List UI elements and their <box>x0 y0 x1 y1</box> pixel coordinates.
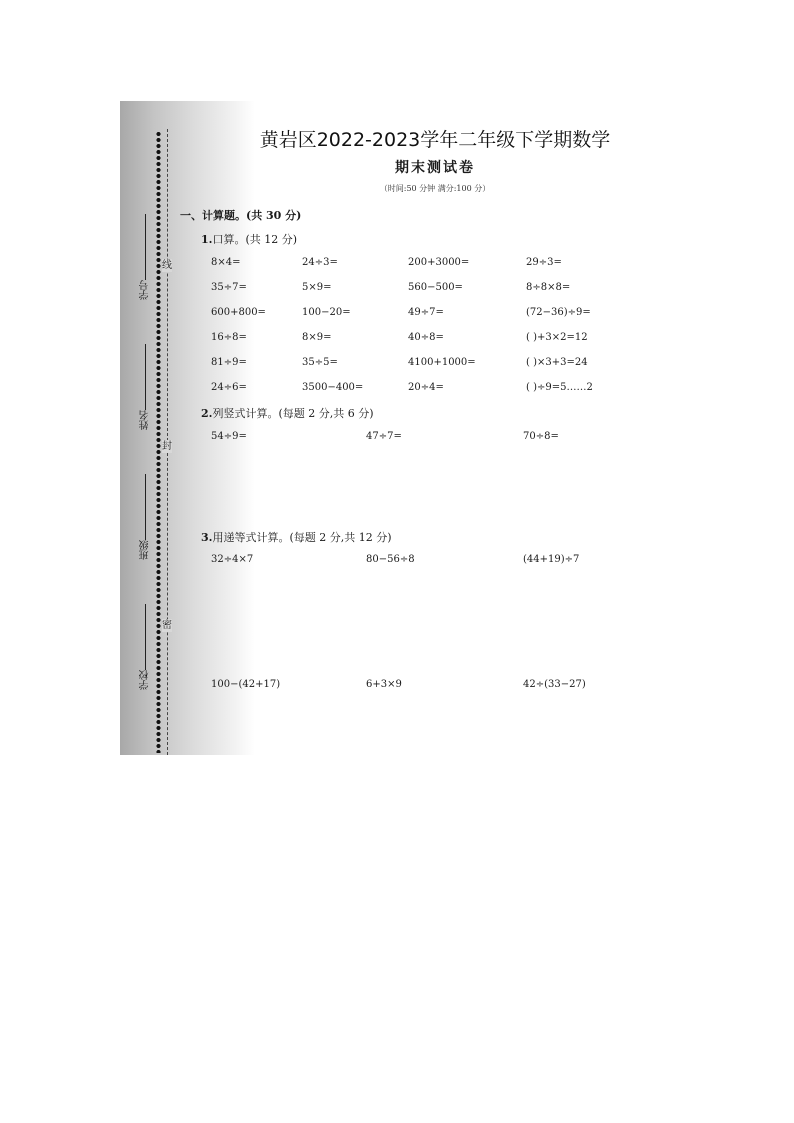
q1-item: 40÷8= <box>408 332 444 343</box>
q1-item: 24÷3= <box>302 257 338 268</box>
q1-number: 1. <box>201 233 213 246</box>
q1-item: 8×4= <box>211 257 241 268</box>
q1-item: 600+800= <box>211 307 266 318</box>
student-number-label: 学号 <box>140 280 151 300</box>
school-label: 学校 <box>140 670 151 690</box>
q2-number: 2. <box>201 407 213 420</box>
student-name-label: 姓名 <box>140 410 151 430</box>
exam-sheet <box>120 101 680 755</box>
q1-fill-blank[interactable]: ( )+3×2=12 <box>526 332 588 343</box>
q3-item: 32÷4×7 <box>211 554 254 565</box>
exam-title: 黄岩区2022-2023学年二年级下学期数学 <box>259 129 611 151</box>
q1-item: 35÷7= <box>211 282 247 293</box>
q1-item: 8×9= <box>302 332 332 343</box>
class-label: 班级 <box>140 540 151 560</box>
q1-item: 24÷6= <box>211 382 247 393</box>
q3-item: (44+19)÷7 <box>523 554 580 565</box>
q3-item: 100−(42+17) <box>211 679 281 690</box>
q2-item: 70÷8= <box>523 431 559 442</box>
q1-fill-blank[interactable]: ( )÷9=5……2 <box>526 382 593 393</box>
q3-item: 6+3×9 <box>366 679 402 690</box>
student-number-field[interactable] <box>138 211 153 300</box>
q1-item: (72−36)÷9= <box>526 307 591 318</box>
q1-label: 口算。(共 12 分) <box>212 233 298 246</box>
school-field[interactable] <box>138 601 153 690</box>
q1-item: 200+3000= <box>408 257 470 268</box>
q1-item: 100−20= <box>302 307 351 318</box>
student-name-line <box>145 344 146 410</box>
q1-item: 20÷4= <box>408 382 444 393</box>
class-field[interactable] <box>138 471 153 560</box>
school-line <box>145 604 146 670</box>
class-line <box>145 474 146 540</box>
cut-mark-feng: 封 <box>162 441 172 452</box>
q1-heading <box>201 231 297 247</box>
q1-item: 35÷5= <box>302 357 338 368</box>
student-number-line <box>145 214 146 280</box>
binding-margin <box>120 101 255 755</box>
cut-mark-xian: 线 <box>162 260 172 271</box>
q2-heading <box>201 405 374 421</box>
q3-item: 80−56÷8 <box>366 554 415 565</box>
q1-item: 3500−400= <box>302 382 364 393</box>
q2-item: 54÷9= <box>211 431 247 442</box>
exam-time-score-note: （时间:50 分钟 满分:100 分） <box>379 184 491 193</box>
student-name-field[interactable] <box>138 341 153 430</box>
q1-fill-blank[interactable]: ( )×3+3=24 <box>526 357 588 368</box>
q1-item: 4100+1000= <box>408 357 476 368</box>
q3-label: 用递等式计算。(每题 2 分,共 12 分) <box>212 531 392 544</box>
q1-item: 49÷7= <box>408 307 444 318</box>
binding-dot-line <box>156 131 161 753</box>
section-1-heading: 一、计算题。(共 30 分) <box>180 209 302 222</box>
q1-item: 560−500= <box>408 282 463 293</box>
q2-item: 47÷7= <box>366 431 402 442</box>
q1-item: 16÷8= <box>211 332 247 343</box>
q1-item: 81÷9= <box>211 357 247 368</box>
q1-item: 5×9= <box>302 282 332 293</box>
cut-mark-mi: 密 <box>162 620 172 631</box>
q2-label: 列竖式计算。(每题 2 分,共 6 分) <box>212 407 374 420</box>
q3-item: 42÷(33−27) <box>523 679 586 690</box>
exam-subtitle: 期末测试卷 <box>395 160 475 176</box>
q1-item: 29÷3= <box>526 257 562 268</box>
q1-item: 8÷8×8= <box>526 282 571 293</box>
q3-heading <box>201 529 392 545</box>
q3-number: 3. <box>201 531 213 544</box>
